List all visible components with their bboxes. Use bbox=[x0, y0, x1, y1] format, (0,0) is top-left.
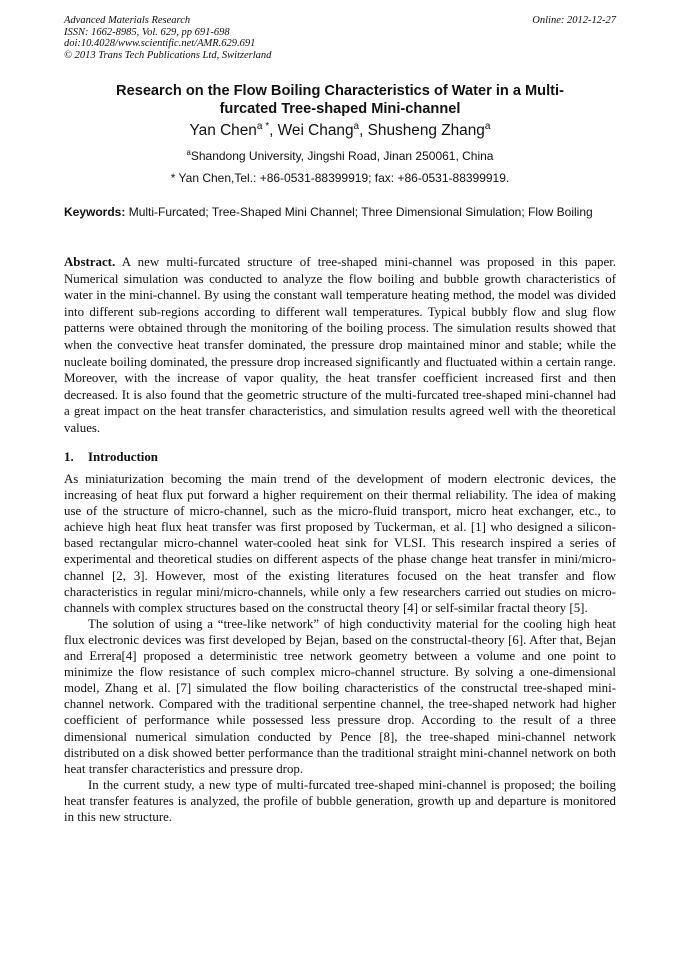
keywords-text: Multi-Furcated; Tree-Shaped Mini Channel; Three Dimensional Simulation; Flow Boiling bbox=[125, 205, 593, 219]
keywords-label: Keywords: bbox=[64, 205, 126, 219]
body-paragraph: As miniaturization becoming the main trend of the development of modern electronic devices, the increasing of heat flux put forward a higher requirement on their thermal reliability. The idea of making use of the structure of micro-channel, such as the micro-fluid transport, micro heat exchanger, etc., to achieve high heat flux heat transfer was first proposed by Tuckerman, et al. [1] who designed a silicon-based rectangular micro-channel water-cooled heat sink for VLSI. This research inspired a series of experimental and theoretical studies on different aspects of the phase change heat transfer in mini/micro-channel [2, 3]. However, most of the existing literatures focused on the heat transfer and flow characteristics in regular mini/micro-channels, while only a few researchers carried out studies on micro-channels with complex structures based on the constructal theory [4] or self-similar fractal theory [5]. bbox=[64, 472, 616, 615]
author-superscript: a bbox=[353, 120, 360, 132]
copyright-line: © 2013 Trans Tech Publications Ltd, Switzerland bbox=[64, 49, 272, 61]
abstract-label: Abstract. bbox=[64, 255, 116, 269]
author-list bbox=[64, 121, 616, 141]
affiliation-superscript: a bbox=[186, 148, 191, 157]
issn-line: ISSN: 1662-8985, Vol. 629, pp 691-698 bbox=[64, 26, 230, 38]
paper-title-line-2: furcated Tree-shaped Mini-channel bbox=[219, 101, 461, 117]
section-title: Introduction bbox=[88, 450, 158, 464]
paper-title-line-1: Research on the Flow Boiling Characteristics of Water in a Multi- bbox=[116, 83, 564, 99]
body-paragraph: In the current study, a new type of multi-furcated tree-shaped mini-channel is proposed; the boiling heat transfer features is analyzed, the profile of bubble generation, growth up and departure is monitored in this new structure. bbox=[64, 777, 616, 824]
journal-name: Advanced Materials Research bbox=[64, 15, 191, 26]
corresponding-author: * Yan Chen,Tel.: +86-0531-88399919; fax: +86-0531-88399919. bbox=[170, 171, 510, 185]
body-paragraph: The solution of using a “tree-like network” of high conductivity material for the cooling high heat flux electronic devices was first developed by Bejan, based on the constructal-theory [6]. After that, Bejan and Errera[4] proposed a deterministic tree network geometry between a volume and one point to minimize the flow resistance of such complex micro-channel structure. By solving a one-dimensional model, Zhang et al. [7] simulated the flow boiling characteristics of the constructal tree-shaped mini-channel network. Compared with the traditional serpentine channel, the tree-shaped network had higher coefficient of performance while possessed less pressure drop. According to the result of a three dimensional numerical simulation conducted by Pence [8], the tree-shaped mini-channel network distributed on a disk showed better performance than the traditional straight mini-channel network on both heat transfer characteristics and pressure drop. bbox=[64, 616, 616, 776]
section-body bbox=[64, 471, 616, 825]
author-superscript: a bbox=[484, 120, 491, 132]
online-date: Online: 2012-12-27 bbox=[532, 15, 616, 26]
doi-line[interactable]: doi:10.4028/www.scientific.net/AMR.629.691 bbox=[64, 38, 256, 49]
section-heading bbox=[64, 449, 616, 465]
author-name: , Shusheng Zhang bbox=[359, 122, 485, 139]
abstract bbox=[64, 254, 616, 437]
affiliation-text: Shandong University, Jingshi Road, Jinan 250061, China bbox=[190, 149, 494, 163]
author-name: Yan Chen bbox=[189, 122, 257, 139]
paper-title bbox=[64, 82, 616, 118]
section-number: 1. bbox=[64, 450, 74, 464]
author-name: , Wei Chang bbox=[269, 122, 354, 139]
affiliation bbox=[64, 148, 616, 164]
journal-header bbox=[64, 15, 616, 61]
author-superscript: a * bbox=[256, 120, 270, 132]
keywords bbox=[64, 205, 616, 221]
abstract-text: A new multi-furcated structure of tree-shaped mini-channel was proposed in this paper. Numerical simulation was conducted to analyze the flow boiling and bubble growth characteristics of water in the mini-channel. By using the constant wall temperature heating method, the model was divided into different sub-regions according to different wall temperatures. Typical bubbly flow and slug flow patterns were obtained through the monitoring of the boiling process. The simulation results showed that when the convective heat transfer dominated, the pressure drop maintained minor and stable; while the nucleate boiling dominated, the pressure drop increased significantly and fluctuated within a certain range. Moreover, with the increase of vapor quality, the heat transfer coefficient increased first and then decreased. It is also found that the geometric structure of the multi-furcated tree-shaped mini-channel had a great impact on the heat transfer characteristics, and simulation results agreed well with the theoretical values. bbox=[64, 255, 616, 435]
